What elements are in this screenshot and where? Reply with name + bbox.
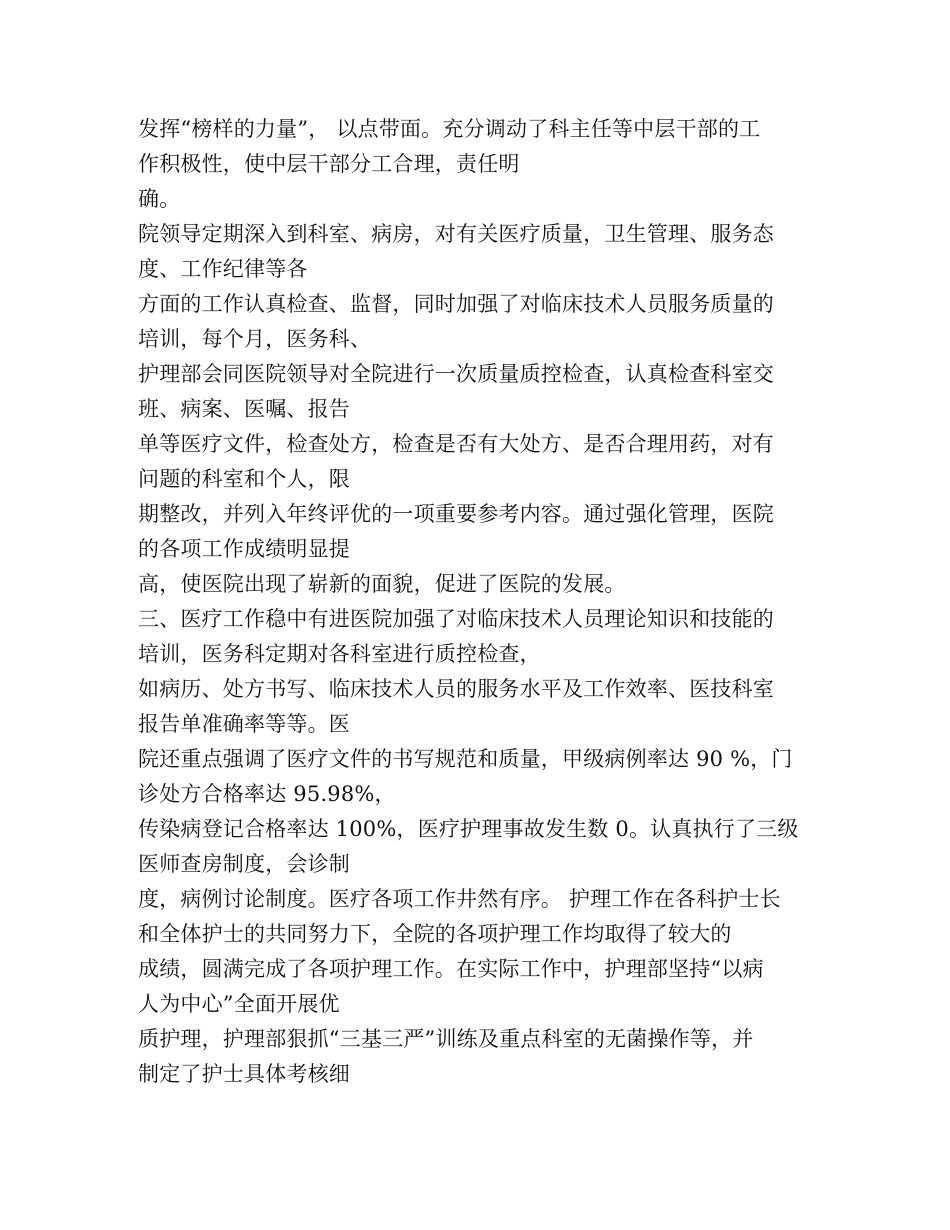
text-line: 培训，每个月，医务科、 — [138, 327, 372, 351]
text-line: 作积极性，使中层干部分工合理，责任明 — [138, 152, 520, 176]
text-line: 报告单准确率等等。医 — [138, 712, 350, 736]
text-line: 期整改，并列入年终评优的一项重要参考内容。通过强化管理，医院 — [138, 502, 774, 526]
text-line: 确。 — [138, 187, 181, 211]
text-line: 班、病案、医嘱、报告 — [138, 397, 350, 421]
text-line: 三、医疗工作稳中有进医院加强了对临床技术人员理论知识和技能的 — [138, 607, 774, 631]
text-line: 传染病登记合格率达 100%，医疗护理事故发生数 0。认真执行了三级 — [138, 817, 799, 841]
text-line: 问题的科室和个人，限 — [138, 467, 350, 491]
text-line: 单等医疗文件，检查处方，检查是否有大处方、是否合理用药，对有 — [138, 432, 774, 456]
text-line: 医师查房制度，会诊制 — [138, 852, 350, 876]
text-line: 院领导定期深入到科室、病房，对有关医疗质量，卫生管理、服务态 — [138, 222, 774, 246]
text-line: 质护理，护理部狠抓“三基三严”训练及重点科室的无菌操作等，并 — [138, 1027, 754, 1051]
text-line: 培训，医务科定期对各科室进行质控检查， — [138, 642, 541, 666]
text-line: 度，病例讨论制度。医疗各项工作井然有序。 护理工作在各科护士长 — [138, 887, 781, 911]
text-line: 和全体护士的共同努力下，全院的各项护理工作均取得了较大的 — [138, 922, 732, 946]
text-line: 发挥“榜样的力量”， 以点带面。充分调动了科主任等中层干部的工 — [138, 117, 761, 141]
text-line: 的各项工作成绩明显提 — [138, 537, 350, 561]
document-body — [138, 112, 818, 1092]
text-line: 院还重点强调了医疗文件的书写规范和质量，甲级病例率达 90 %，门 — [138, 747, 793, 771]
text-line: 成绩，圆满完成了各项护理工作。在实际工作中，护理部坚持“以病 — [138, 957, 764, 981]
text-line: 人为中心”全面开展优 — [138, 992, 340, 1016]
text-line: 高，使医院出现了崭新的面貌，促进了医院的发展。 — [138, 572, 626, 596]
text-line: 制定了护士具体考核细 — [138, 1062, 350, 1086]
text-line: 护理部会同医院领导对全院进行一次质量质控检查，认真检查科室交 — [138, 362, 774, 386]
text-line: 如病历、处方书写、临床技术人员的服务水平及工作效率、医技科室 — [138, 677, 774, 701]
text-line: 诊处方合格率达 95.98%， — [138, 782, 396, 806]
text-line: 度、工作纪律等各 — [138, 257, 308, 281]
text-line: 方面的工作认真检查、监督，同时加强了对临床技术人员服务质量的 — [138, 292, 774, 316]
